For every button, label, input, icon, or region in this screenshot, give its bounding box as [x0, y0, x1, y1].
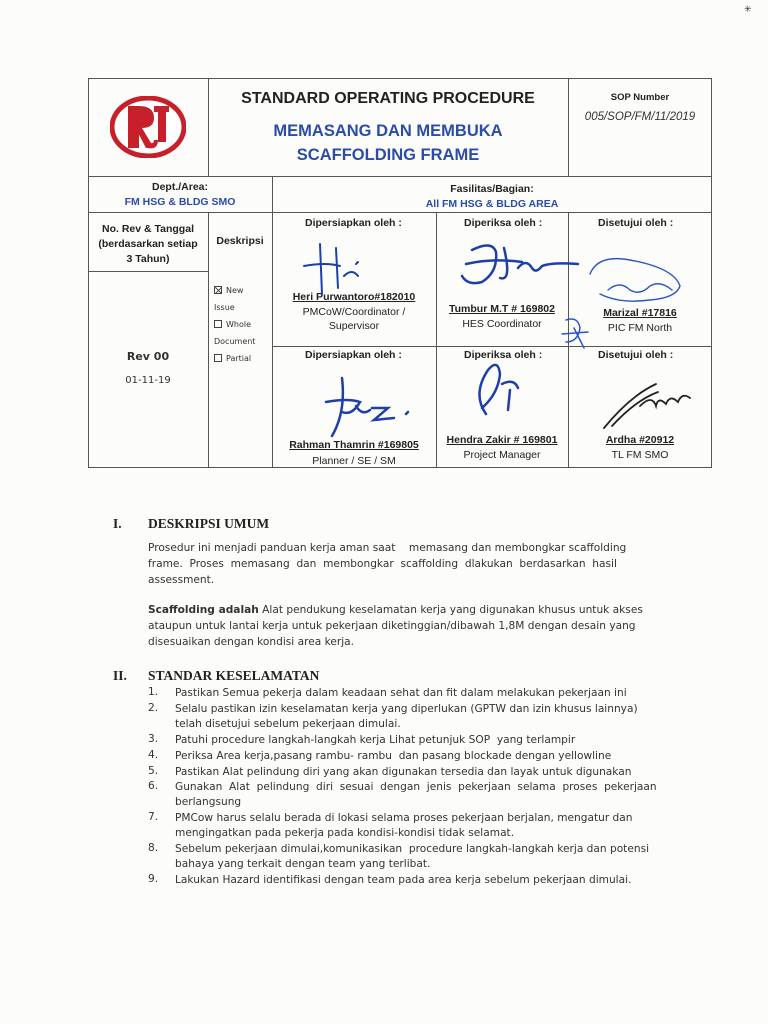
list-item-number: 1.	[148, 686, 159, 698]
dept-label: Dept./Area:	[151, 181, 208, 193]
list-item-text: Pastikan Alat pelindung diri yang akan digunakan tersedia dan layak untuk digunakan	[175, 766, 632, 778]
list-item-text: telah disetujui sebelum pekerjaan dimulai.	[175, 718, 401, 730]
checkbox-icon[interactable]	[214, 354, 222, 362]
signature-hendra	[458, 354, 538, 429]
sop-number-label: SOP Number	[610, 92, 670, 103]
signature-rahman	[312, 372, 422, 447]
signature-ardha	[600, 376, 700, 441]
section1-number: I.	[113, 516, 122, 531]
list-item-number: 4.	[148, 749, 159, 761]
revision-label: No. Rev & Tanggal (berdasarkan setiap 3 Tahun)	[98, 223, 198, 265]
deskripsi-options	[214, 282, 270, 367]
company-logo	[110, 96, 186, 158]
list-item-number: 3.	[148, 733, 159, 745]
section2-number: II.	[113, 668, 127, 683]
signatory-name: Rahman Thamrin #169805	[289, 439, 419, 451]
option-whole-document[interactable]: Whole Document	[214, 320, 256, 346]
signatory-title: Planner / SE / SM	[312, 455, 396, 467]
checked-by-label-1: Diperiksa oleh :	[464, 217, 543, 229]
signature-marizal	[580, 250, 690, 315]
list-item-text: mengingatkan pada pekerja pada kondisi-kondisi tidak selamat.	[175, 827, 515, 839]
signature-initial	[558, 312, 594, 357]
section1-title: DESKRIPSI UMUM	[148, 516, 270, 531]
option-new-issue[interactable]: New Issue	[214, 286, 244, 312]
list-item-text: bahaya yang terkait dengan team yang terlibat.	[175, 858, 431, 870]
sop-subtitle-line1: MEMASANG DAN MEMBUKA	[273, 122, 503, 140]
signatory-name: Heri Purwantoro#182010	[292, 291, 416, 303]
fasilitas-value: All FM HSG & BLDG AREA	[425, 198, 559, 210]
scan-mark: ✳	[744, 4, 752, 14]
signature-tumbur	[452, 232, 592, 297]
section1-paragraph1: Prosedur ini menjadi panduan kerja aman saat memasang dan membongkar scaffolding frame. Proses memasang dan membongkar scaffolding dlakukan berdasarkan hasil assessment.	[148, 542, 627, 586]
signatory-title: HES Coordinator	[462, 318, 542, 330]
list-item-number: 5.	[148, 765, 159, 777]
list-item-text: Lakukan Hazard identifikasi dengan team pada area kerja sebelum pekerjaan dimulai.	[175, 874, 632, 886]
signatory-name: Hendra Zakir # 169801	[446, 434, 558, 446]
list-item-text: Selalu pastikan izin keselamatan kerja yang diperlukan (GPTW dan izin khusus lainnya)	[175, 703, 638, 715]
list-item-number: 6.	[148, 780, 159, 792]
dept-value: FM HSG & BLDG SMO	[124, 196, 236, 208]
prepared-by-label-2: Dipersiapkan oleh :	[305, 349, 402, 361]
list-item-text: berlangsung	[175, 796, 242, 808]
sop-subtitle-line2: SCAFFOLDING FRAME	[296, 146, 480, 164]
list-item-text: PMCow harus selalu berada di lokasi selama proses pekerjaan berjalan, mengatur dan	[175, 812, 633, 824]
signatory-title-2: Supervisor	[328, 320, 380, 332]
approved-by-label-1: Disetujui oleh :	[598, 217, 674, 229]
signatory-name: Marizal #17816	[603, 307, 677, 319]
list-item-text: Sebelum pekerjaan dimulai,komunikasikan procedure langkah-langkah kerja dan potensi	[175, 843, 650, 855]
list-item-number: 8.	[148, 842, 159, 854]
approved-by-label-2: Disetujui oleh :	[598, 349, 674, 361]
section2-title: STANDAR KESELAMATAN	[148, 668, 320, 683]
signatory-title: PIC FM North	[607, 322, 673, 334]
checkbox-icon[interactable]	[214, 320, 222, 328]
sop-number-value: 005/SOP/FM/11/2019	[584, 111, 696, 123]
fasilitas-label: Fasilitas/Bagian:	[450, 183, 534, 195]
prepared-by-label-1: Dipersiapkan oleh :	[305, 217, 402, 229]
sop-title: STANDARD OPERATING PROCEDURE	[241, 90, 535, 107]
signatory-name: Tumbur M.T # 169802	[448, 303, 555, 315]
section1-paragraph2: Scaffolding adalah Alat pendukung keselamatan kerja yang digunakan khusus untuk akses ataupun untuk lantai kerja untuk pekerjaan diketinggian/dibawah 1,8M dengan desain yang disesuaikan dengan kondisi area kerja.	[148, 604, 643, 648]
list-item-number: 9.	[148, 873, 159, 885]
list-item-text: Patuhi procedure langkah-langkah kerja Lihat petunjuk SOP yang terlampir	[175, 734, 576, 746]
checked-box-icon[interactable]	[214, 286, 222, 294]
revision-date: 01-11-19	[125, 375, 171, 386]
list-item-text: Periksa Area kerja,pasang rambu- rambu dan pasang blockade dengan yellowline	[175, 750, 612, 762]
checked-by-label-2: Diperiksa oleh :	[464, 349, 543, 361]
signatory-title: PMCoW/Coordinator /	[302, 306, 406, 318]
revision-number: Rev 00	[126, 350, 170, 363]
list-item-text: Pastikan Semua pekerja dalam keadaan sehat dan fit dalam melakukan pekerjaan ini	[175, 687, 627, 699]
signature-heri	[296, 238, 376, 303]
deskripsi-label: Deskripsi	[216, 235, 264, 247]
signatory-title: TL FM SMO	[611, 449, 669, 461]
list-item-number: 7.	[148, 811, 159, 823]
option-partial[interactable]: Partial	[214, 350, 270, 367]
signatory-name: Ardha #20912	[605, 434, 675, 446]
signatory-title: Project Manager	[463, 449, 541, 461]
list-item-text: Gunakan Alat pelindung diri sesuai dengan jenis pekerjaan selama proses pekerjaan	[175, 781, 657, 793]
list-item-number: 2.	[148, 702, 159, 714]
